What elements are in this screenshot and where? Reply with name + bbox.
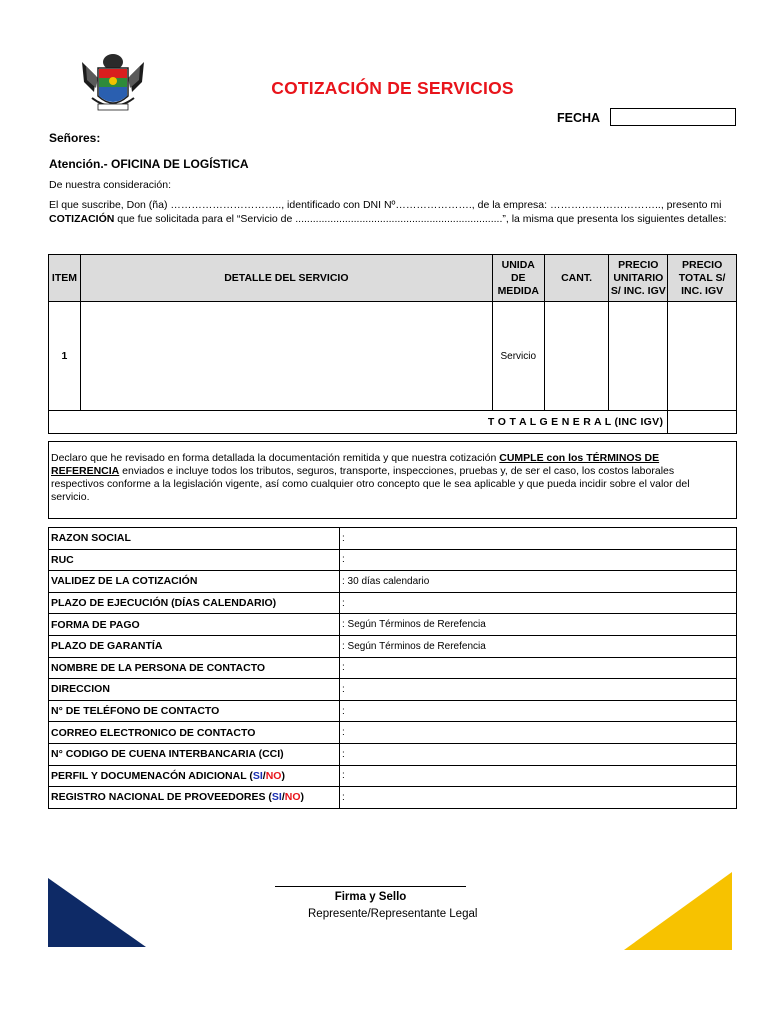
datos-row [49,722,737,744]
items-table [48,254,737,434]
datos-row [49,528,737,550]
datos-value[interactable]: : [340,700,737,722]
datos-value[interactable]: : [340,743,737,765]
atencion-label: Atención.- OFICINA DE LOGÍSTICA [49,157,249,171]
header-precio-total: PRECIO TOTAL S/ INC. IGV [668,255,737,302]
gold-triangle-decoration [624,872,732,950]
slash: / [262,769,266,782]
datos-row [49,592,737,614]
datos-label: N° CODIGO DE CUENA INTERBANCARIA (CCI) [49,743,340,765]
datos-value[interactable]: : 30 días calendario [340,571,737,593]
perfil-text: PERFIL Y DOCUMENACÓN ADICIONAL ( [51,769,253,782]
intro-text-2: que fue solicitada para el “Servicio de .......................................................................”, la misma que presenta los siguientes detalles: [114,213,727,225]
precio-total-cell[interactable] [668,302,737,411]
close-paren: ) [281,769,285,782]
datos-value[interactable]: : [340,592,737,614]
fecha-label: FECHA [557,111,601,125]
datos-table [48,527,737,809]
precio-unitario-cell[interactable] [609,302,668,411]
declaracion-text-2: enviados e incluye todos los tributos, seguros, transporte, inspecciones, pruebas y, de ser el caso, los costos laborales respectivos conforme a la legislación vigente, así como cualquier otro concepto que le sea aplicable y que pueda incidir sobre el valor del servicio. [51,465,690,503]
datos-row [49,700,737,722]
header-item: ITEM [49,255,81,302]
datos-value[interactable]: : [340,722,737,744]
registro-label [49,787,340,809]
close-paren: ) [300,791,305,804]
no-option: NO [265,769,282,782]
signature-line [275,886,466,887]
total-general-label: T O T A L G E N E R A L (INC IGV) [49,411,668,434]
datos-value[interactable]: : [340,679,737,701]
fecha-field[interactable] [610,108,736,126]
datos-label: DIRECCION [49,679,340,701]
datos-label: FORMA DE PAGO [49,614,340,636]
datos-label: PLAZO DE EJECUCIÓN (DÍAS CALENDARIO) [49,592,340,614]
datos-value[interactable]: : Según Términos de Rerefencia [340,635,737,657]
detalle-cell[interactable] [80,302,492,411]
intro-paragraph [49,198,739,226]
registro-value[interactable]: : [340,787,737,809]
slash: / [281,791,285,804]
datos-label: RAZON SOCIAL [49,528,340,550]
si-option: SI [271,791,282,804]
header-cant: CANT. [544,255,609,302]
header-precio-unitario: PRECIO UNITARIO S/ INC. IGV [609,255,668,302]
datos-value[interactable]: : [340,657,737,679]
total-general-value[interactable] [668,411,737,434]
datos-row [49,679,737,701]
datos-row [49,571,737,593]
unidad-cell: Servicio [492,302,544,411]
cant-cell[interactable] [544,302,609,411]
table-row [49,302,737,411]
declaracion-text-1: Declaro que he revisado en forma detallada la documentación remitida y que nuestra cotización [51,452,500,464]
firma-label: Firma y Sello [334,891,407,903]
document-title: COTIZACIÓN DE SERVICIOS [271,78,514,98]
datos-value[interactable]: : [340,528,737,550]
si-option: SI [252,769,263,782]
declaracion-bold: CUMPLE con los TÉRMINOS DE REFERENCIA [51,452,660,477]
intro-text-1: El que suscribe, Don (ña) ………………………….., identificado con DNI Nº…………………., de la empresa: ………………………….., presento mi [49,199,722,211]
perfil-label [49,765,340,787]
no-option: NO [284,791,301,804]
datos-row-registro [49,787,737,809]
datos-label: PLAZO DE GARANTÍA [49,635,340,657]
datos-label: N° DE TELÉFONO DE CONTACTO [49,700,340,722]
representante-label: Represente/Representante Legal [308,908,478,920]
declaracion-paragraph [48,441,737,519]
registro-text: REGISTRO NACIONAL DE PROVEEDORES ( [51,791,272,804]
datos-label: RUC [49,549,340,571]
item-number: 1 [49,302,81,411]
consideracion-text: De nuestra consideración: [49,179,171,191]
datos-row [49,614,737,636]
senores-label: Señores: [49,131,101,145]
header-unidad: UNIDA DE MEDIDA [492,255,544,302]
datos-label: CORREO ELECTRONICO DE CONTACTO [49,722,340,744]
intro-cotizacion-bold: COTIZACIÓN [49,213,115,225]
datos-row-perfil [49,765,737,787]
datos-value[interactable]: : [340,549,737,571]
datos-row [49,657,737,679]
datos-label: NOMBRE DE LA PERSONA DE CONTACTO [49,657,340,679]
datos-row [49,635,737,657]
header-detalle: DETALLE DEL SERVICIO [80,255,492,302]
datos-label: VALIDEZ DE LA COTIZACIÓN [49,571,340,593]
datos-row [49,743,737,765]
datos-row [49,549,737,571]
coat-of-arms-logo [78,52,148,118]
datos-value[interactable]: : Según Términos de Rerefencia [340,614,737,636]
navy-triangle-decoration [48,878,146,947]
perfil-value[interactable]: : [340,765,737,787]
